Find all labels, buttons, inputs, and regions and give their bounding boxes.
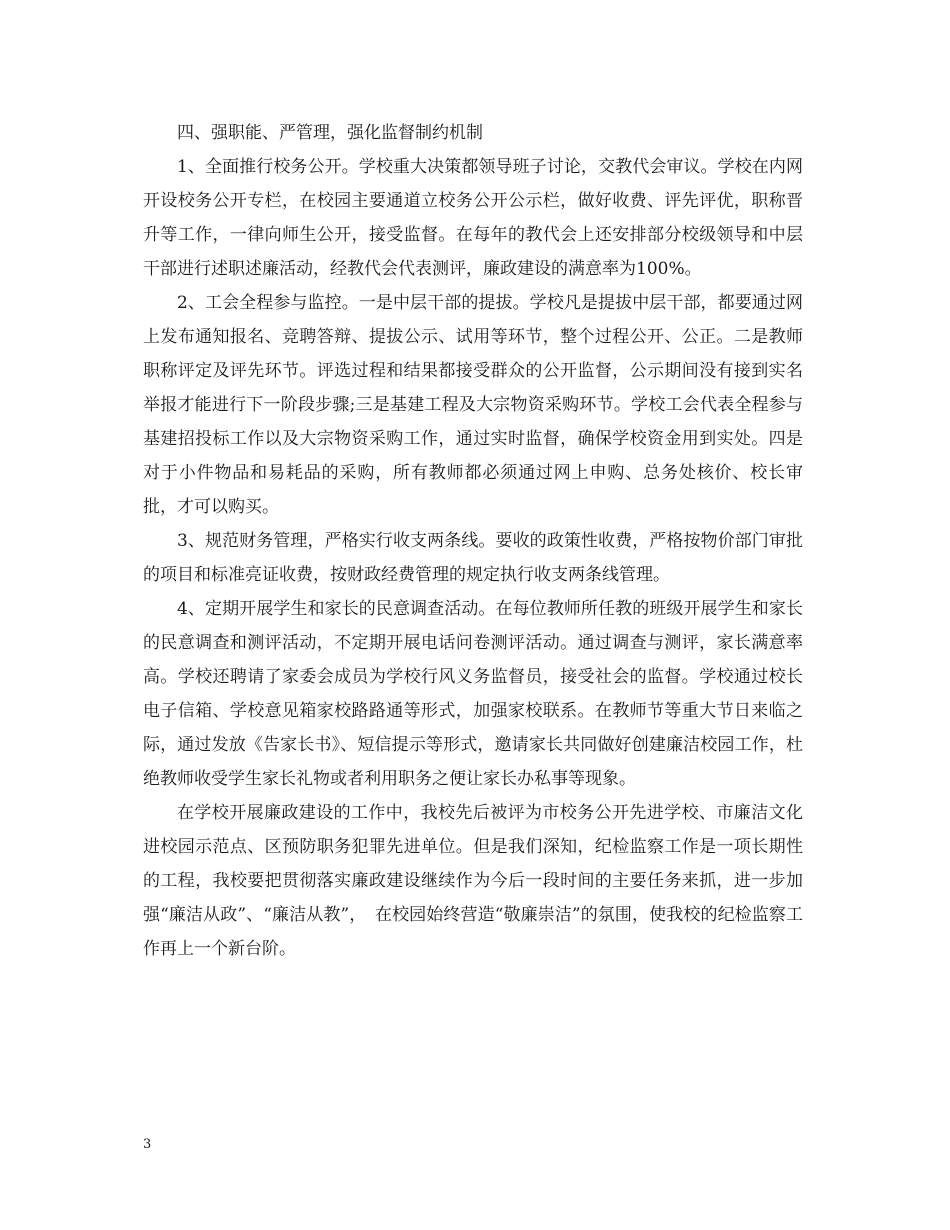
document-body xyxy=(143,116,803,966)
paragraph-4: 4、定期开展学生和家长的民意调查活动。在每位教师所任教的班级开展学生和家长的民意调查和测评活动，不定期开展电话问卷测评活动。通过调查与测评，家长满意率高。学校还聘请了家委会成员为学校行风义务监督员，接受社会的监督。学校通过校长电子信箱、学校意见箱家校路路通等形式，加强家校联系。在教师节等重大节日来临之际，通过发放《告家长书》、短信提示等形式，邀请家长共同做好创建廉洁校园工作，杜绝教师收受学生家长礼物或者利用职务之便让家长办私事等现象。 xyxy=(143,599,803,789)
paragraph-2: 2、工会全程参与监控。一是中层干部的提拔。学校凡是提拔中层干部，都要通过网上发布通知报名、竞聘答辩、提拔公示、试用等环节，整个过程公开、公正。二是教师职称评定及评先环节。评选过程和结果都接受群众的公开监督，公示期间没有接到实名举报才能进行下一阶段步骤;三是基建工程及大宗物资采购环节。学校工会代表全程参与基建招投标工作以及大宗物资采购工作，通过实时监督，确保学校资金用到实处。四是对于小件物品和易耗品的采购，所有教师都必须通过网上申购、总务处核价、校长审批，才可以购买。 xyxy=(143,293,803,517)
paragraph-3: 3、规范财务管理，严格实行收支两条线。要收的政策性收费，严格按物价部门审批的项目和标准亮证收费，按财政经费管理的规定执行收支两条线管理。 xyxy=(143,531,803,585)
page-number: 3 xyxy=(143,1137,152,1152)
section-heading: 四、强职能、严管理，强化监督制约机制 xyxy=(177,123,483,143)
paragraph-5: 在学校开展廉政建设的工作中，我校先后被评为市校务公开先进学校、市廉洁文化进校园示范点、区预防职务犯罪先进单位。但是我们深知，纪检监察工作是一项长期性的工程，我校要把贯彻落实廉政建设继续作为今后一段时间的主要任务来抓，进一步加强“廉洁从政”、“廉洁从教”， 在校园始终营造“敬廉崇洁”的氛围，使我校的纪检监察工作再上一个新台阶。 xyxy=(143,803,803,959)
paragraph-1: 1、全面推行校务公开。学校重大决策都领导班子讨论，交教代会审议。学校在内网开设校务公开专栏，在校园主要通道立校务公开公示栏，做好收费、评先评优，职称晋升等工作，一律向师生公开，接受监督。在每年的教代会上还安排部分校级领导和中层干部进行述职述廉活动，经教代会代表测评，廉政建设的满意率为100%。 xyxy=(143,157,803,279)
